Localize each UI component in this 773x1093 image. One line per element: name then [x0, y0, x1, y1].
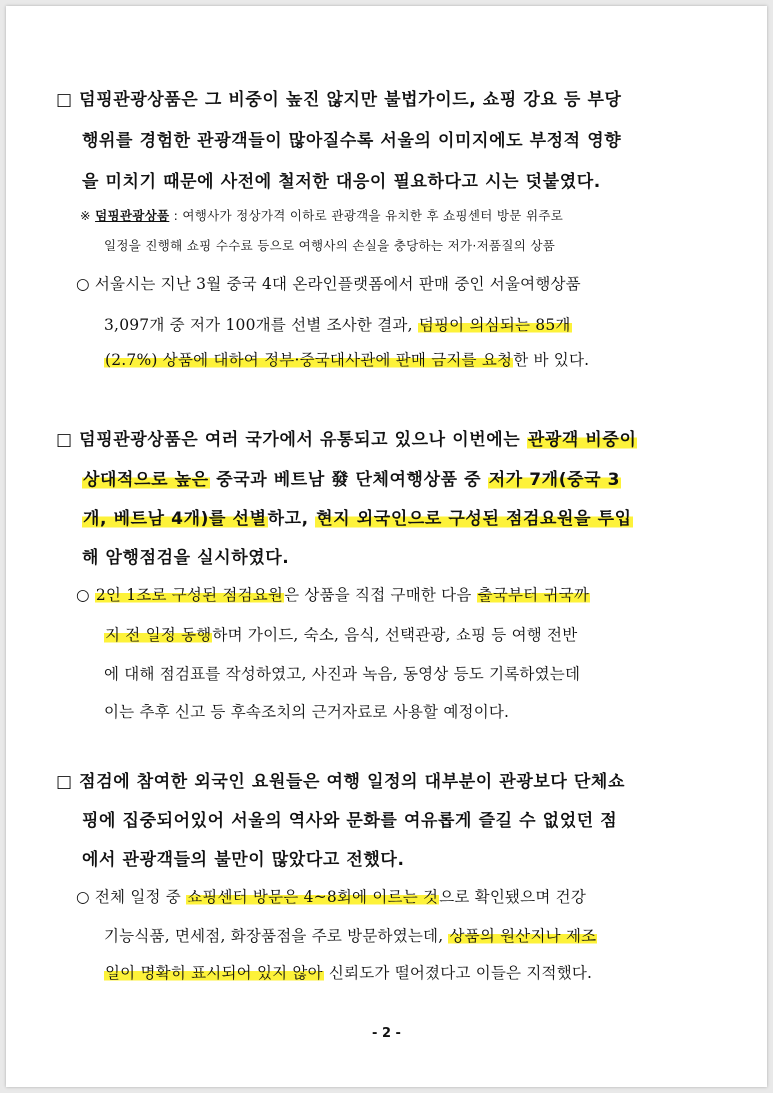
para1-sub-line1: ○ 서울시는 지난 3월 중국 4대 온라인플랫폼에서 판매 중인 서울여행상품 [76, 275, 581, 293]
para3-line1: □ 점검에 참여한 외국인 요원들은 여행 일정의 대부분이 관광보다 단체쇼 [56, 772, 625, 792]
text: 하고, [267, 509, 316, 529]
text: 은 상품을 직접 구매한 다음 [284, 586, 477, 604]
highlight: 상대적으로 높은 [83, 470, 209, 490]
note-text1: : 여행사가 정상가격 이하로 관광객을 유치한 후 쇼핑센터 방문 위주로 [169, 208, 564, 223]
para3-line2: 핑에 집중되어있어 서울의 역사와 문화를 여유롭게 즐길 수 없었던 점 [82, 811, 618, 831]
highlight: 관광객 비중이 [527, 430, 637, 450]
text: ○ [76, 586, 95, 604]
note-term: 덤핑관광상품 [95, 208, 170, 223]
note-mark: ※ [80, 208, 91, 223]
highlight: 2인 1조로 구성된 점검요원 [95, 586, 284, 604]
para2-line2 [82, 470, 621, 491]
text: 하며 가이드, 숙소, 음식, 선택관광, 쇼핑 등 여행 전반 [212, 626, 578, 644]
highlight: (2.7%) 상품에 대하여 정부·중국대사관에 판매 금지를 요청 [105, 351, 513, 369]
note-line2: 일정을 진행해 쇼핑 수수료 등으로 여행사의 손실을 충당하는 저가·저품질의 상품 [104, 238, 556, 253]
para3-sub-line2 [104, 927, 597, 946]
text: 한 바 있다. [513, 351, 590, 369]
para1-line1: □ 덤핑관광상품은 그 비중이 높진 않지만 불법가이드, 쇼핑 강요 등 부당 [56, 90, 622, 110]
page-number: - 2 - [372, 1026, 401, 1041]
para1-line3: 을 미치기 때문에 사전에 철저한 대응이 필요하다고 시는 덧붙였다. [82, 172, 601, 192]
para3-sub-line3 [104, 964, 592, 983]
highlight: 지 전 일정 동행 [105, 626, 212, 644]
highlight: 덤핑이 의심되는 85개 [418, 316, 571, 334]
para1-sub-line3 [104, 351, 589, 370]
para3-sub-line1 [76, 888, 586, 907]
highlight: 출국부터 귀국까 [477, 586, 589, 604]
para2-sub-line2 [104, 626, 577, 645]
document-page [6, 6, 767, 1087]
para2-line4: 해 암행점검을 실시하였다. [82, 548, 290, 568]
highlight: 쇼핑센터 방문은 4~8회에 이르는 것 [187, 888, 439, 906]
text: 기능식품, 면세점, 화장품점을 주로 방문하였는데, [104, 927, 449, 945]
highlight: 개, 베트남 4개)를 선별 [83, 509, 267, 529]
highlight: 저가 7개(중국 3 [488, 470, 621, 490]
text: ○ 전체 일정 중 [76, 888, 187, 906]
para2-line1 [56, 430, 637, 451]
para2-sub-line4: 이는 추후 신고 등 후속조치의 근거자료로 사용할 예정이다. [104, 703, 510, 721]
para3-line3: 에서 관광객들의 불만이 많았다고 전했다. [82, 850, 405, 870]
text: 중국과 베트남 發 단체여행상품 중 [209, 470, 488, 490]
para1-line2: 행위를 경험한 관광객들이 많아질수록 서울의 이미지에도 부정적 영향 [82, 131, 622, 151]
note-line1 [80, 208, 563, 224]
highlight: 상품의 원산지나 제조 [449, 927, 597, 945]
para2-sub-line3: 에 대해 점검표를 작성하였고, 사진과 녹음, 동영상 등도 기록하였는데 [104, 665, 581, 683]
para2-line3 [82, 509, 633, 530]
highlight: 현지 외국인으로 구성된 점검요원을 투입 [316, 509, 632, 529]
para1-sub-line2 [104, 316, 572, 335]
text: □ 덤핑관광상품은 여러 국가에서 유통되고 있으나 이번에는 [56, 430, 527, 450]
para2-sub-line1 [76, 586, 590, 605]
text: 으로 확인됐으며 건강 [439, 888, 586, 906]
text: 신뢰도가 떨어졌다고 이들은 지적했다. [323, 964, 593, 982]
highlight: 일이 명확히 표시되어 있지 않아 [105, 964, 323, 982]
text: 3,097개 중 저가 100개를 선별 조사한 결과, [104, 316, 418, 334]
